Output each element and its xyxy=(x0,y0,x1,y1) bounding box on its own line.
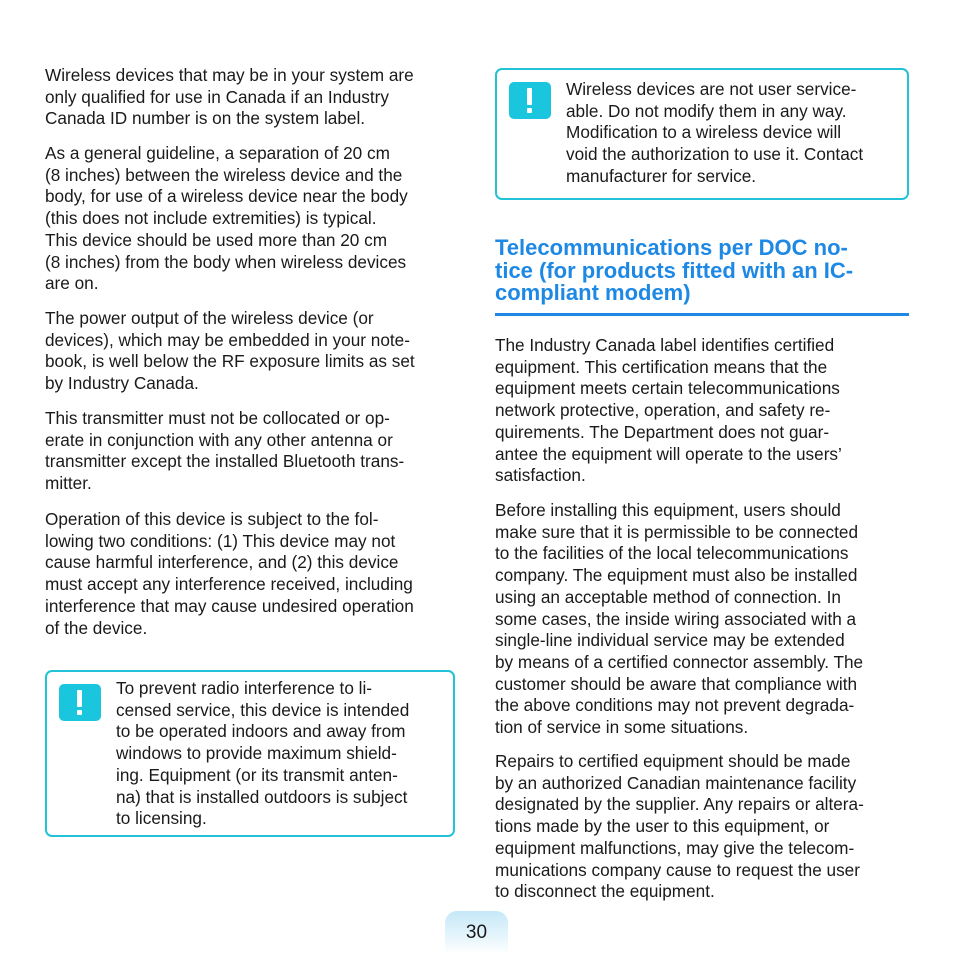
paragraph-transmitter-collocation: This transmitter must not be collocated or op- erate in conjunction with any other antenna or transmitter except the installed Bluetooth trans- mitter. xyxy=(45,408,405,494)
caution-note-text: Wireless devices are not user service- able. Do not modify them in any way. Modification to a wireless device will void the authorization to use it. Contact manufacturer for service. xyxy=(566,79,864,186)
caution-note-licensing xyxy=(45,670,455,837)
paragraph-separation-guideline: As a general guideline, a separation of 20 cm (8 inches) between the wireless device and the body, for use of a wireless device near the body (this does not include extremities) is typical. This device should be used more than 20 cm (8 inches) from the body when wireless devices are on. xyxy=(45,143,408,294)
paragraph-before-installing: Before installing this equipment, users should make sure that it is permissible to be connected to the facilities of the local telecommunications company. The equipment must also be installed using an acceptable method of connection. In some cases, the inside wiring associated with a single-line individual service may be extended by means of a certified connector assembly. The customer should be aware that compliance with the above conditions may not prevent degrada- tion of service in some situations. xyxy=(495,500,864,738)
paragraph-operation-conditions: Operation of this device is subject to the fol- lowing two conditions: (1) This device may not cause harmful interference, and (2) this device must accept any interference received, including interference that may cause undesired operation of the device. xyxy=(45,509,414,638)
page-number-tab xyxy=(445,911,508,954)
paragraph-repairs: Repairs to certified equipment should be made by an authorized Canadian maintenance facility designated by the supplier. Any repairs or altera- tions made by the user to this equipment, or equipment malfunctions, may give the telecom- munications company cause to request the user to disconnect the equipment. xyxy=(495,751,864,902)
exclamation-icon xyxy=(59,684,101,721)
paragraph-canada-id: Wireless devices that may be in your system are only qualified for use in Canada if an Industry Canada ID number is on the system label. xyxy=(45,65,414,129)
page-number: 30 xyxy=(465,922,488,943)
paragraph-power-output: The power output of the wireless device (or devices), which may be embedded in your note- book, is well below the RF exposure limits as set by Industry Canada. xyxy=(45,308,415,394)
paragraph-ic-label: The Industry Canada label identifies certified equipment. This certification means that the equipment meets certain telecommunications network protective, operation, and safety re- quirements. The Department does not guar- antee the equipment will operate to the users’ satisfaction. xyxy=(495,335,842,486)
caution-note-service xyxy=(495,68,909,200)
heading-divider xyxy=(495,313,909,316)
caution-note-text: To prevent radio interference to li- censed service, this device is intended to be operated indoors and away from windows to provide maximum shield- ing. Equipment (or its transmit anten- na) that is installed outdoors is subject to licensing. xyxy=(116,678,410,829)
exclamation-icon xyxy=(509,82,551,119)
section-heading: Telecommunications per DOC no- tice (for products fitted with an IC- compliant modem) xyxy=(495,235,854,305)
